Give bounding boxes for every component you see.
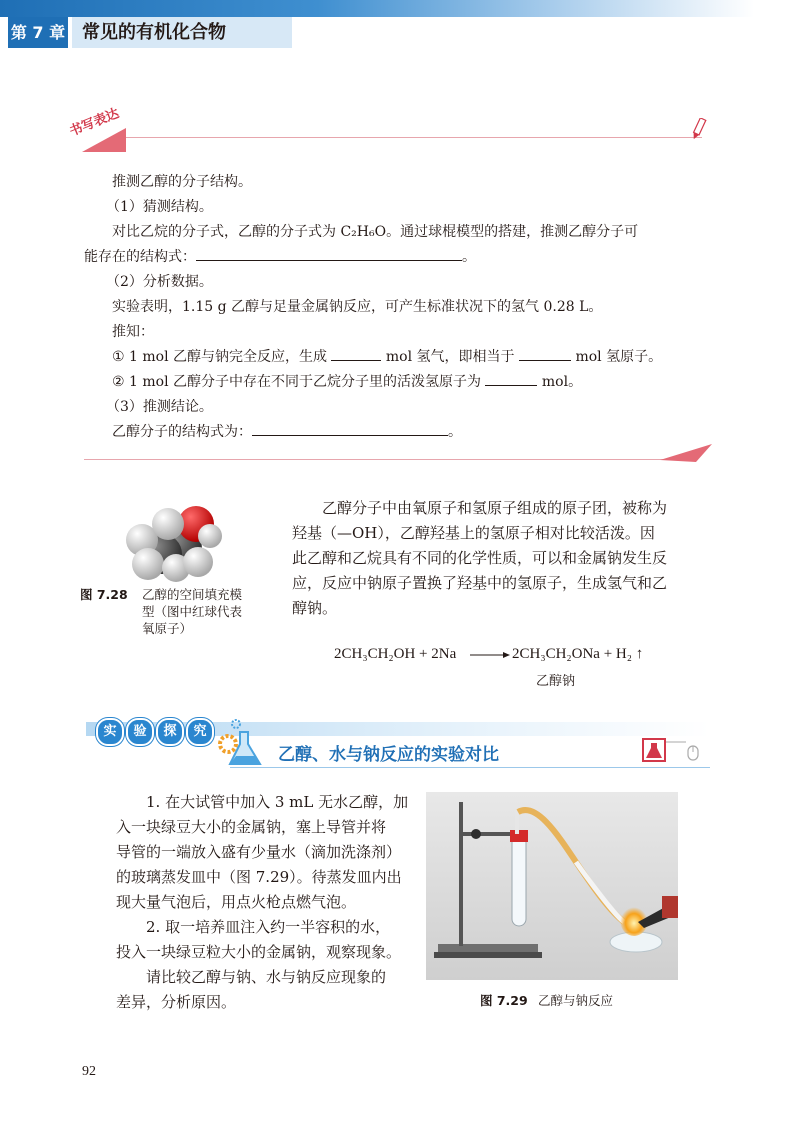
experiment-tag-char: 究	[186, 718, 214, 746]
chapter-label: 第 7 章	[8, 17, 68, 48]
writing-line-11-text: 乙醇分子的结构式为：	[112, 424, 252, 440]
pencil-icon	[688, 118, 708, 142]
writing-line-9-a: ② 1 mol 乙醇分子中存在不同于乙烷分子里的活泼氢原子为	[112, 374, 481, 390]
figure-728-label: 图 7.28	[80, 587, 128, 602]
writing-line-8-b: mol 氢气，即相当于	[385, 349, 515, 365]
step-line-9: 差异，分析原因。	[116, 993, 237, 1011]
writing-line-10: （3）推测结论。	[106, 399, 213, 415]
writing-tag: 书写表达	[67, 106, 122, 140]
writing-line-9-b: mol。	[541, 374, 583, 390]
step-line-7: 投入一块绿豆粒大小的金属钠，观察现象。	[116, 943, 402, 961]
experiment-tag-char: 实	[96, 718, 124, 746]
writing-line-5: （2）分析数据。	[106, 274, 213, 290]
hydroxyl-para-5: 醇钠。	[292, 599, 338, 617]
step-line-5: 现大量气泡后，用点火枪点燃气泡。	[116, 893, 357, 911]
writing-line-3: 对比乙烷的分子式，乙醇的分子式为 C₂H₆O。通过球棍模型的搭建，推测乙醇分子可	[112, 224, 639, 240]
divider-top	[126, 137, 702, 138]
chapter-title: 常见的有机化合物	[72, 17, 292, 48]
period: 。	[462, 249, 476, 265]
reaction-photo	[426, 792, 678, 980]
page-number: 92	[82, 1064, 96, 1079]
writing-line-8	[112, 345, 740, 370]
experiment-title: 乙醇、水与钠反应的实验对比	[278, 745, 499, 765]
equation-right: 2CH₃CH₂ONa + H₂ ↑	[512, 646, 644, 662]
step-line-3: 导管的一端放入盛有少量水（滴加洗涤剂）	[116, 843, 402, 861]
experiment-underline	[230, 767, 710, 768]
ethanol-model-image	[122, 496, 222, 582]
figure-729-label: 图 7.29	[480, 993, 528, 1008]
period-2: 。	[448, 424, 462, 440]
equation-left: 2CH₃CH₂OH + 2Na	[334, 646, 457, 662]
writing-line-6: 实验表明，1.15 g 乙醇与足量金属钠反应，可产生标准状况下的氢气 0.28 L。	[112, 299, 603, 315]
answer-blank-h2[interactable]	[331, 346, 381, 361]
figure-728-caption-2: 型（图中红球代表	[142, 604, 243, 619]
reaction-photo-drawing	[426, 792, 678, 980]
flask-gear-icon	[208, 718, 272, 772]
hydroxyl-para-3: 此乙醇和乙烷具有不同的化学性质，可以和金属钠发生反	[292, 549, 668, 567]
answer-blank-h-atoms[interactable]	[519, 346, 571, 361]
lab-safety-icon	[642, 738, 702, 766]
step-line-1: 1. 在大试管中加入 3 mL 无水乙醇，加	[146, 793, 409, 811]
step-line-4: 的玻璃蒸发皿中（图 7.29）。待蒸发皿内出	[116, 868, 402, 886]
writing-line-2: （1）猜测结构。	[106, 199, 213, 215]
writing-line-8-a: ① 1 mol 乙醇与钠完全反应，生成	[112, 349, 327, 365]
experiment-tag-char: 探	[156, 718, 184, 746]
product-label: 乙醇钠	[536, 674, 576, 689]
answer-blank-active-h[interactable]	[485, 371, 537, 386]
writing-line-11	[112, 420, 740, 445]
answer-blank-structure[interactable]	[196, 246, 462, 261]
hydroxyl-para-2: 羟基（—OH），乙醇羟基上的氢原子相对比较活泼。因	[292, 524, 655, 542]
writing-line-4	[84, 245, 712, 270]
writing-line-4-text: 能存在的结构式：	[84, 249, 196, 265]
figure-728-caption-3: 氧原子）	[142, 621, 193, 636]
writing-line-7: 推知：	[112, 324, 154, 340]
writing-line-8-c: mol 氢原子。	[575, 349, 663, 365]
divider-bottom	[84, 459, 674, 460]
experiment-tag	[96, 718, 214, 746]
figure-729-caption: 乙醇与钠反应	[538, 993, 614, 1008]
writing-line-9	[112, 370, 740, 395]
figure-728-caption-1: 乙醇的空间填充模	[142, 587, 243, 602]
reaction-arrow-icon	[470, 650, 510, 660]
ribbon-arrow-icon	[660, 440, 712, 464]
hydroxyl-para-4: 应，反应中钠原子置换了羟基中的氢原子，生成氢气和乙	[292, 574, 668, 592]
step-line-6: 2. 取一培养皿注入约一半容积的水，	[146, 918, 391, 936]
experiment-tag-char: 验	[126, 718, 154, 746]
writing-line-1: 推测乙醇的分子结构。	[112, 174, 252, 190]
answer-blank-formula[interactable]	[252, 421, 448, 436]
step-line-2: 入一块绿豆大小的金属钠，塞上导管并将	[116, 818, 387, 836]
header-band	[0, 0, 794, 17]
hydroxyl-para-1: 乙醇分子中由氧原子和氢原子组成的原子团，被称为	[322, 499, 668, 517]
step-line-8: 请比较乙醇与钠、水与钠反应现象的	[146, 968, 387, 986]
